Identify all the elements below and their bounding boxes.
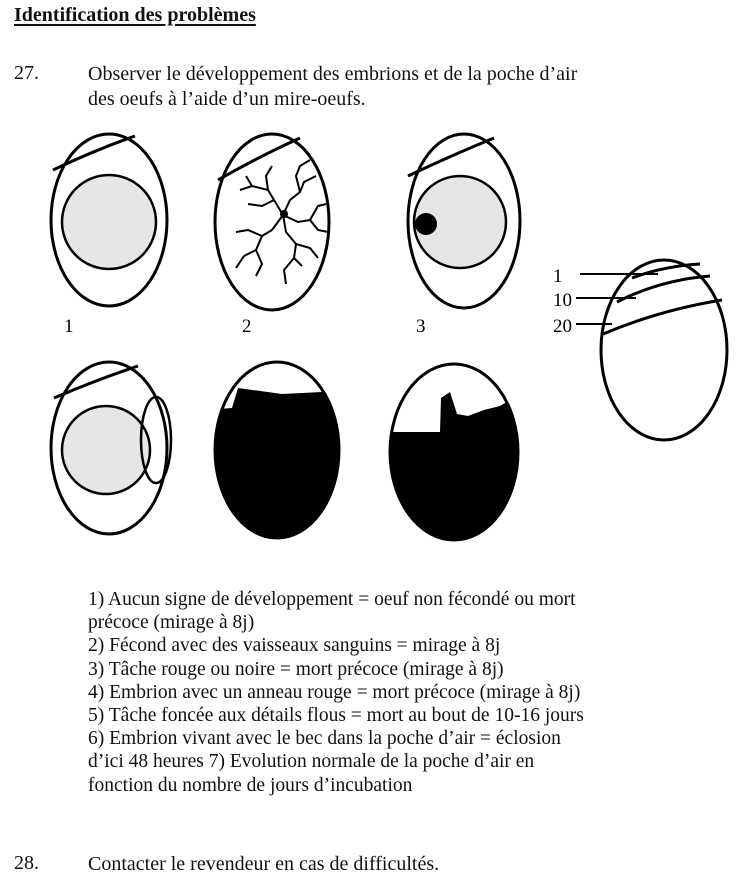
figure-label-1: 1 [64,316,74,337]
egg-7-air-cell-illustration [553,260,727,440]
legend-line: 5) Tâche foncée aux détails flous = mort au bout de 10-16 jours [88,705,584,727]
figure-label-2: 2 [242,316,252,337]
legend-line: 4) Embrion avec un anneau rouge = mort précoce (mirage à 8j) [88,681,581,703]
egg-1-illustration [51,134,167,306]
item-27-line-1: Observer le développement des embrions et de la poche d’air [88,63,578,85]
day-marker-1: 1 [553,266,563,287]
legend-line: précoce (mirage à 8j) [88,612,255,634]
legend-line: 1) Aucun signe de développement = oeuf non fécondé ou mort [88,589,576,610]
day-marker-20: 20 [553,316,572,337]
legend-line: d’ici 48 heures 7) Evolution normale de la poche d’air en [88,751,535,773]
legend-line: fonction du nombre de jours d’incubation [88,774,413,796]
item-27-line-2: des oeufs à l’aide d’un mire-oeufs. [88,88,366,110]
egg-3-illustration [408,134,520,308]
legend-line: 6) Embrion vivant avec le bec dans la poche d’air = éclosion [88,728,561,750]
section-heading: Identification des problèmes [14,4,256,26]
egg-4-illustration [51,362,171,534]
item-28-text: Contacter le revendeur en cas de difficultés. [88,853,440,875]
egg-candling-figure [0,120,741,580]
egg-2-illustration [215,134,329,310]
figure-label-3: 3 [416,316,426,337]
egg-6-illustration [385,364,525,545]
item-number-28: 28. [14,852,39,874]
legend-line: 2) Fécond avec des vaisseaux sanguins = mirage à 8j [88,635,501,657]
day-marker-10: 10 [553,290,572,311]
item-number-27: 27. [14,62,39,84]
egg-5-illustration [205,362,345,545]
legend-text [88,588,728,797]
legend-line: 3) Tâche rouge ou noire = mort précoce (mirage à 8j) [88,658,504,680]
item-27-text [88,62,577,112]
